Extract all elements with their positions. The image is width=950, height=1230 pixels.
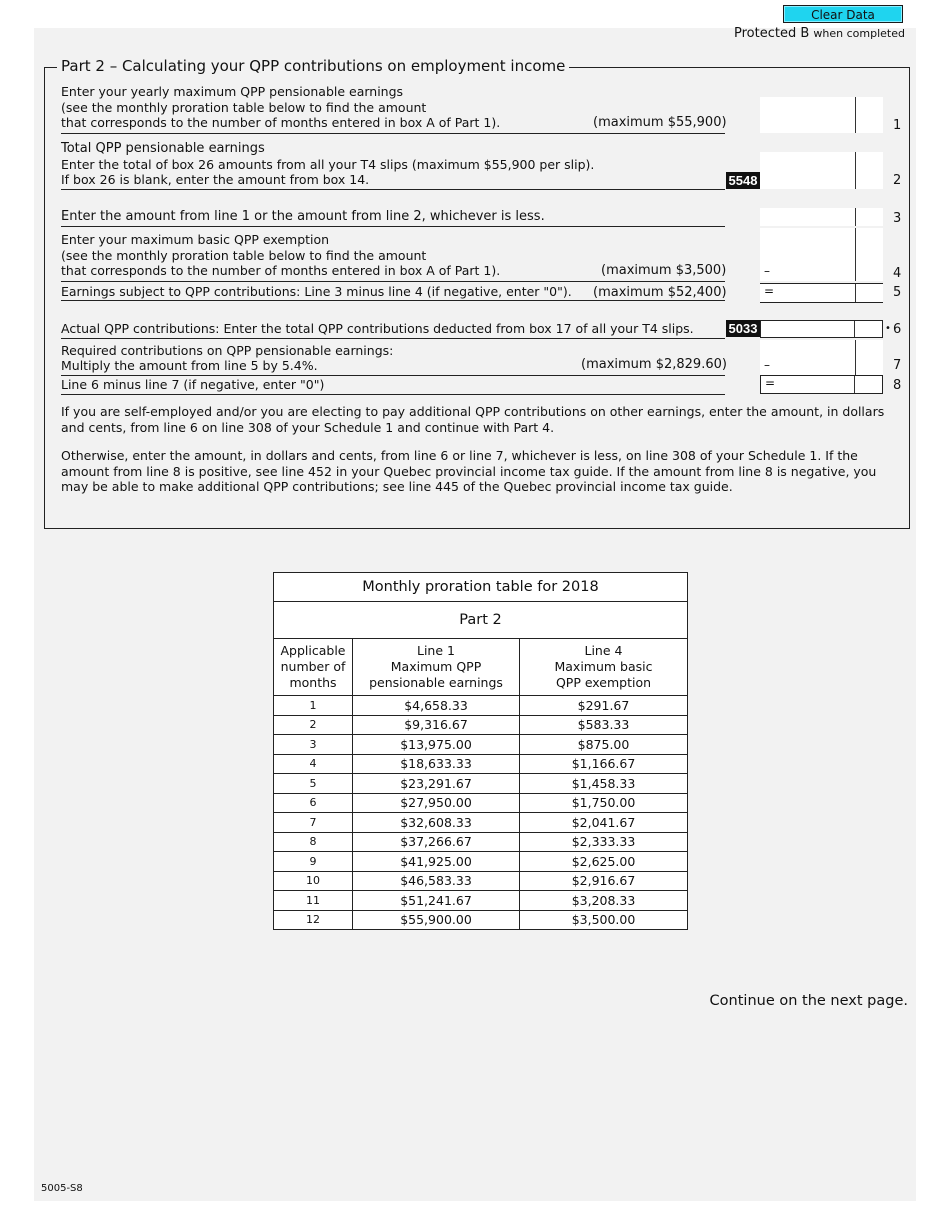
line4-cents-box [855,228,883,281]
table-row [274,891,688,911]
line3-rule [61,226,725,227]
line4-minus-sign: – [764,264,770,278]
basic-exemption-cell: $3,500.00 [520,910,688,930]
basic-exemption-cell: $1,166.67 [520,754,688,774]
table-title: Monthly proration table for 2018 [274,573,688,602]
line2-heading: Total QPP pensionable earnings [61,141,265,156]
table-row [274,754,688,774]
table-row [274,696,688,716]
instruction-otherwise: Otherwise, enter the amount, in dollars and cents, from line 6 or line 7, whichever is less, on line 308 of your Schedule 1. If the amount from line 8 is positive, see line 452 in your Quebec provincial income tax guide. If the amount from line 8 is negative, you may be able to make additional QPP contributions; see line 445 of the Quebec provincial income tax guide. [61,448,877,494]
table-row [274,871,688,891]
max-earnings-cell: $55,900.00 [353,910,520,930]
line6-amount-field [760,320,883,338]
max-earnings-cell: $32,608.33 [353,813,520,833]
line6-code-5033: 5033 [726,320,760,337]
line8-number: 8 [893,378,902,393]
line2-rule [61,189,725,190]
max-earnings-cell: $51,241.67 [353,891,520,911]
basic-exemption-cell: $1,458.33 [520,774,688,794]
line3-amount-field [760,208,883,226]
table-subtitle: Part 2 [274,602,688,639]
line3-cents-input[interactable] [856,208,883,226]
months-cell: 9 [274,852,353,872]
continue-next-page: Continue on the next page. [709,993,908,1009]
months-cell: 12 [274,910,353,930]
line7-minus-sign: – [764,358,770,372]
line4-rule [61,281,725,282]
col-months-header [274,639,353,696]
table-row [274,793,688,813]
basic-exemption-cell: $2,333.33 [520,832,688,852]
col-line1-header-line2: Maximum QPP [390,659,482,674]
col-line1-header-line1: Line 1 [417,643,455,658]
max-earnings-cell: $41,925.00 [353,852,520,872]
months-cell: 11 [274,891,353,911]
basic-exemption-cell: $3,208.33 [520,891,688,911]
months-cell: 8 [274,832,353,852]
table-row [274,852,688,872]
col-line4-header-line3: QPP exemption [555,675,652,690]
max-earnings-cell: $13,975.00 [353,735,520,755]
max-earnings-cell: $23,291.67 [353,774,520,794]
line5-number: 5 [893,285,902,300]
line1-rule [61,133,725,134]
line1-text-2: (see the monthly proration table below to find the amount [61,100,427,115]
line7-cents-input[interactable] [856,340,883,375]
line4-amount-field [760,228,883,281]
line1-maximum: (maximum $55,900) [593,115,727,130]
line2-amount-field [760,152,883,189]
max-earnings-cell: $4,658.33 [353,696,520,716]
line5-text: Earnings subject to QPP contributions: Line 3 minus line 4 (if negative, enter "0"). [61,284,572,299]
months-cell: 3 [274,735,353,755]
months-cell: 6 [274,793,353,813]
line4-text-1: Enter your maximum basic QPP exemption [61,232,330,247]
col-months-header-line1: Applicable [280,643,346,658]
max-earnings-cell: $9,316.67 [353,715,520,735]
max-earnings-cell: $46,583.33 [353,871,520,891]
table-row [274,910,688,930]
line4-cents-input[interactable] [856,228,883,281]
line7-text-1: Required contributions on QPP pensionable earnings: [61,343,394,358]
basic-exemption-cell: $875.00 [520,735,688,755]
line1-number: 1 [893,118,902,133]
line8-text: Line 6 minus line 7 (if negative, enter "0") [61,377,325,392]
col-line4-header-line1: Line 4 [584,643,623,658]
basic-exemption-cell: $2,916.67 [520,871,688,891]
line4-number: 4 [893,266,902,281]
line1-text-1: Enter your yearly maximum QPP pensionable earnings [61,84,404,99]
table-row [274,735,688,755]
months-cell: 4 [274,754,353,774]
clear-data-button[interactable]: Clear Data [783,5,903,23]
basic-exemption-cell: $291.67 [520,696,688,716]
col-line1-header [353,639,520,696]
part2-title: Part 2 – Calculating your QPP contributions on employment income [57,57,569,75]
col-months-header-line3: months [289,675,337,690]
table-row [274,715,688,735]
line4-text-2: (see the monthly proration table below to find the amount [61,248,427,263]
basic-exemption-cell: $2,041.67 [520,813,688,833]
table-row [274,813,688,833]
proration-table [273,572,688,930]
table-row [274,774,688,794]
line2-text-2: If box 26 is blank, enter the amount from box 14. [61,172,370,187]
protected-label [734,26,905,41]
line5-rule [61,300,725,301]
line2-text-1: Enter the total of box 26 amounts from all your T4 slips (maximum $55,900 per slip). [61,157,595,172]
col-line1-header-line3: pensionable earnings [369,675,503,690]
line5-equals-sign: = [764,284,775,298]
basic-exemption-cell: $2,625.00 [520,852,688,872]
line5-cents-input[interactable] [856,284,883,302]
line5-amount-field [760,283,883,303]
line6-rule [61,338,725,339]
line6-cents-box [854,321,882,337]
line8-rule [61,394,725,395]
instruction-self-employed: If you are self-employed and/or you are electing to pay additional QPP contributions on other earnings, enter the amount, in dollars and cents, from line 6 on line 308 of your Schedule 1 and continue with Part 4. [61,404,885,435]
line7-maximum: (maximum $2,829.60) [581,357,727,372]
max-earnings-cell: $37,266.67 [353,832,520,852]
line7-amount-field [760,340,883,375]
line5-cents-box [855,284,883,302]
line1-cents-box [855,97,883,133]
line6-number: 6 [893,322,902,337]
months-cell: 7 [274,813,353,833]
line2-cents-input[interactable] [856,152,883,189]
line7-cents-box [855,340,883,375]
line2-cents-box [855,152,883,189]
line8-cents-input[interactable] [855,376,882,393]
line4-maximum: (maximum $3,500) [601,263,727,278]
col-line4-header [520,639,688,696]
months-cell: 10 [274,871,353,891]
line7-rule [61,375,725,376]
line3-cents-box [855,208,883,226]
line7-text-2: Multiply the amount from line 5 by 5.4%. [61,358,318,373]
months-cell: 1 [274,696,353,716]
table-row [274,832,688,852]
months-cell: 5 [274,774,353,794]
line1-cents-input[interactable] [856,97,883,133]
line3-number: 3 [893,211,902,226]
line6-bullet: • [885,323,891,334]
line4-text-3: that corresponds to the number of months entered in box A of Part 1). [61,263,501,278]
line1-amount-field [760,97,883,133]
protected-note: when completed [813,27,905,40]
form-number: 5005-S8 [41,1183,83,1194]
line2-number: 2 [893,173,902,188]
line7-number: 7 [893,358,902,373]
line2-code-5548: 5548 [726,172,760,189]
line5-maximum: (maximum $52,400) [593,285,727,300]
line6-text: Actual QPP contributions: Enter the total QPP contributions deducted from box 17 of all your T4 slips. [61,321,694,336]
months-cell: 2 [274,715,353,735]
basic-exemption-cell: $1,750.00 [520,793,688,813]
col-line4-header-line2: Maximum basic [554,659,653,674]
protected-text: Protected B [734,26,810,41]
line8-cents-box [854,376,882,393]
line6-cents-input[interactable] [855,321,882,337]
line3-text: Enter the amount from line 1 or the amount from line 2, whichever is less. [61,209,545,224]
col-months-header-line2: number of [280,659,346,674]
max-earnings-cell: $18,633.33 [353,754,520,774]
max-earnings-cell: $27,950.00 [353,793,520,813]
line8-equals-sign: = [765,376,776,390]
line8-amount-field [760,375,883,394]
line1-text-3: that corresponds to the number of months entered in box A of Part 1). [61,115,501,130]
basic-exemption-cell: $583.33 [520,715,688,735]
